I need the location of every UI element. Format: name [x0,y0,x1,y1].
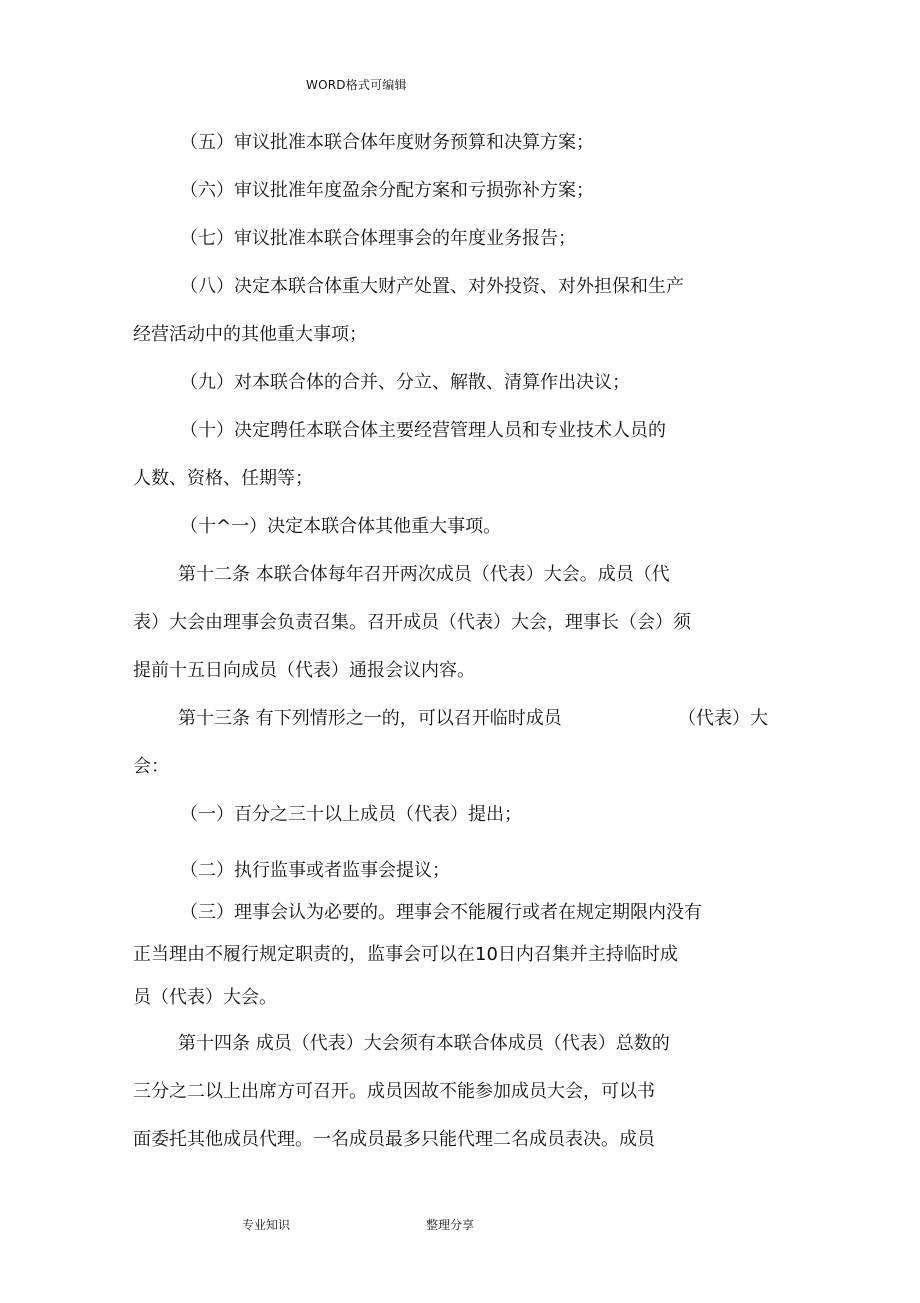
article-13-line-1b: （代表）大 [678,708,768,729]
clause-8-line-2: 经营活动中的其他重大事项； [133,324,367,345]
clause-10-line-1: （十）决定聘任本联合体主要经营管理人员和专业技术人员的 [180,420,666,441]
article-12-line-2: 表）大会由理事会负责召集。召开成员（代表）大会，理事长（会）须 [133,612,691,633]
clause-6: （六）审议批准年度盈余分配方案和亏损弥补方案； [180,180,594,201]
clause-7: （七）审议批准本联合体理事会的年度业务报告； [180,228,576,249]
article-13-item-1: （一）百分之三十以上成员（代表）提出； [180,804,522,825]
clause-11: （十^一）决定本联合体其他重大事项。 [180,516,502,537]
article-14-line-1: 第十四条 成员（代表）大会须有本联合体成员（代表）总数的 [178,1033,670,1054]
article-12-line-3: 提前十五日向成员（代表）通报会议内容。 [133,660,475,681]
footer-left: 专业知识 [242,1218,291,1232]
article-13-line-1a: 第十三条 有下列情形之一的，可以召开临时成员 [178,708,562,729]
article-13-item-3-line-3: 员（代表）大会。 [133,987,277,1008]
clause-8-line-1: （八）决定本联合体重大财产处置、对外投资、对外担保和生产 [180,276,684,297]
clause-9: （九）对本联合体的合并、分立、解散、清算作出决议； [180,372,630,393]
article-14-line-2: 三分之二以上出席方可召开。成员因故不能参加成员大会，可以书 [133,1081,655,1102]
article-13-item-2: （二）执行监事或者监事会提议； [180,860,450,881]
article-13-line-2: 会： [133,756,169,777]
clause-10-line-2: 人数、资格、任期等； [133,468,313,489]
article-13-item-3-line-1: （三）理事会认为必要的。理事会不能履行或者在规定期限内没有 [180,902,702,923]
clause-5: （五）审议批准本联合体年度财务预算和决算方案； [180,132,594,153]
article-13-item-3-line-2: 正当理由不履行规定职责的，监事会可以在10日内召集并主持临时成 [133,944,678,965]
footer-right: 整理分享 [426,1218,475,1232]
article-14-line-3: 面委托其他成员代理。一名成员最多只能代理二名成员表决。成员 [133,1129,655,1150]
page-header: WORD格式可编辑 [306,78,407,92]
article-12-line-1: 第十二条 本联合体每年召开两次成员（代表）大会。成员（代 [178,564,670,585]
